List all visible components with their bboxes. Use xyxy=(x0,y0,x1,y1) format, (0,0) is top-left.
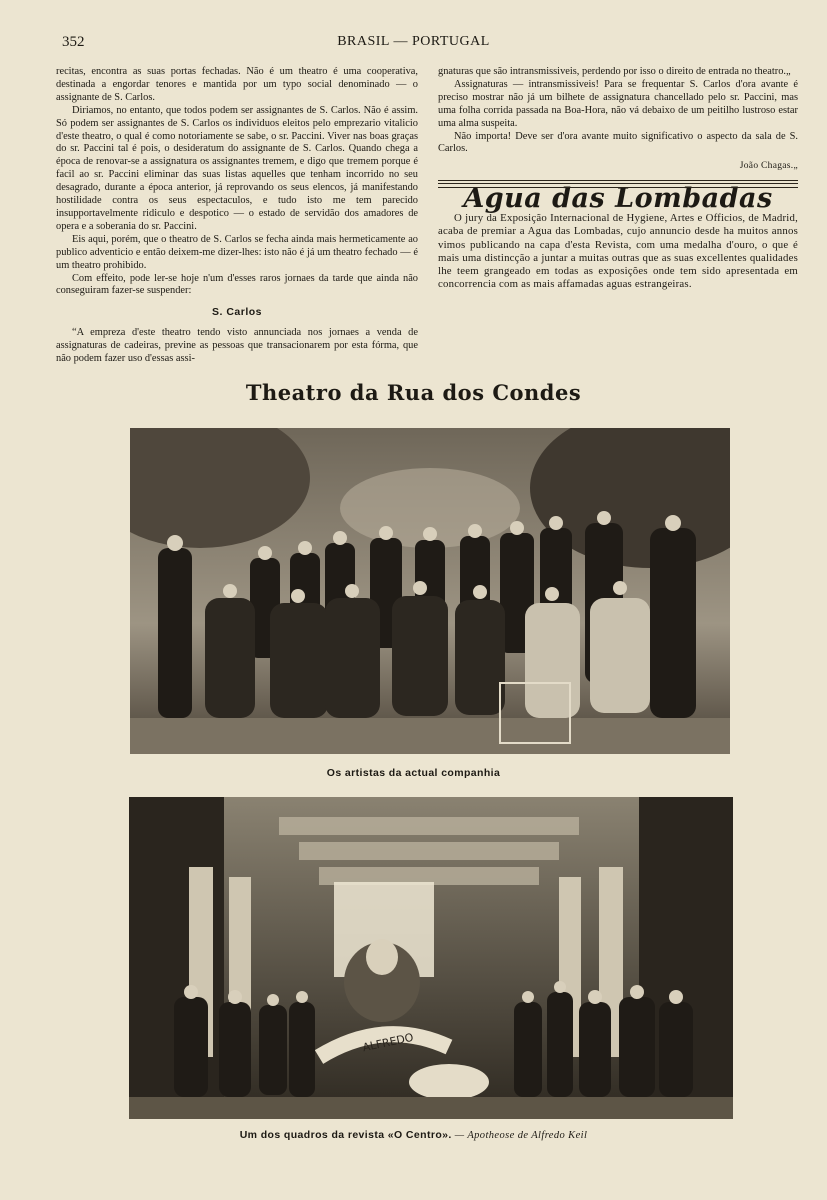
right-column xyxy=(438,66,798,291)
paragraph: Assignaturas — intransmissiveis! Para se frequentar S. Carlos d'ora avante é preciso mostrar não já um bilhete de assignatura chancellado pelo sr. Paccini, mas uma folha corrida passada na Boa-Hora, não vá debaixo de um peitilho lustroso estar uma alma suspeita. xyxy=(438,78,798,129)
paragraph: “A empreza d'este theatro tendo visto annunciada nos jornaes a venda de assignaturas de cadeiras, previne as pessoas que transacionarem por esta fórma, que não podem fazer uso d'essas assi- xyxy=(56,327,418,365)
paragraph: recitas, encontra as suas portas fechadas. Não é um theatro é uma cooperativa, destinada a engordar tenores e mantida por um typo social denominado — o assignante de S. Carlos. xyxy=(56,66,418,103)
caption-credit: — Apotheose de Alfredo Keil xyxy=(451,1130,588,1141)
caption-main: Um dos quadros da revista «O Centro». xyxy=(239,1129,452,1141)
paragraph: Com effeito, pode ler-se hoje n'um d'esses raros jornaes da tarde que ainda não conseguiram fazer-se suspender: xyxy=(56,272,418,297)
company-photo xyxy=(130,428,730,754)
running-head: BRASIL — PORTUGAL xyxy=(337,34,490,49)
paragraph: Diriamos, no entanto, que todos podem ser assignantes de S. Carlos. Não é assim. Só podem ser assignantes de S. Carlos os individuos eleitos pelo emprezario vitalicio d'este theatro, o qual é como notoriamente se sabe, o sr. Paccini. Viver nas boas graças do sr. Paccini tal é pois, o desideratum do assignante de S. Carlos. Quando chega a época de renovar-se a assignatura os assignantes tremem, e digo que tremem porque é facil ao sr. Paccini eliminar das suas listas aquelles que tenham incorrido no seu desagrado, durante a época anterior, já reprovando os seus elencos, já manifestando hostilidade contra os seus espectaculos, e tudo isto me tem parecido insupportavelmente ridiculo e despotico — o estado de servidão dos amadores de opera e a soberania do sr. Paccini. xyxy=(56,104,418,232)
paragraph: gnaturas que são intransmissiveis, perdendo por isso o direito de entrada no theatro.„ xyxy=(438,66,791,77)
paragraph: Não importa! Deve ser d'ora avante muito significativo o aspecto da sala de S. Carlos. xyxy=(438,130,798,155)
divider xyxy=(438,180,798,188)
photo-caption: Os artistas da actual companhia xyxy=(326,767,501,779)
page-number: 352 xyxy=(62,34,85,50)
subheading: S. Carlos xyxy=(211,306,263,319)
author-signature: João Chagas.„ xyxy=(739,161,798,172)
alfredo-banner-text: ALFREDO xyxy=(361,1030,415,1055)
paragraph: Eis aqui, porém, que o theatro de S. Carlos se fecha ainda mais hermeticamente ao publico adventicio e então deixem-me dizer-lhes: isto não é já um theatro fechado — é um theatro prohibido. xyxy=(56,233,418,271)
photo-caption xyxy=(0,1129,827,1141)
advert-title: Agua das Lombadas xyxy=(463,183,773,215)
section-title: Theatro da Rua dos Condes xyxy=(245,380,582,405)
advert-body: O jury da Exposição Internacional de Hygiene, Artes e Officios, de Madrid, acaba de premiar a Agua das Lombadas, cujo annuncio desde ha muitos annos vimos publicando na capa d'esta Revista, com uma medalha d'ouro, o que é mais uma distincção a juntar a muitas outras que as suas excellentes qualidades lhe teem grangeado em todas as exposições onde tem sido apresentada em concorrencia com as mais affamadas aguas estrangeiras. xyxy=(438,212,798,291)
left-column xyxy=(56,66,418,366)
revue-scene-photo xyxy=(129,797,733,1119)
